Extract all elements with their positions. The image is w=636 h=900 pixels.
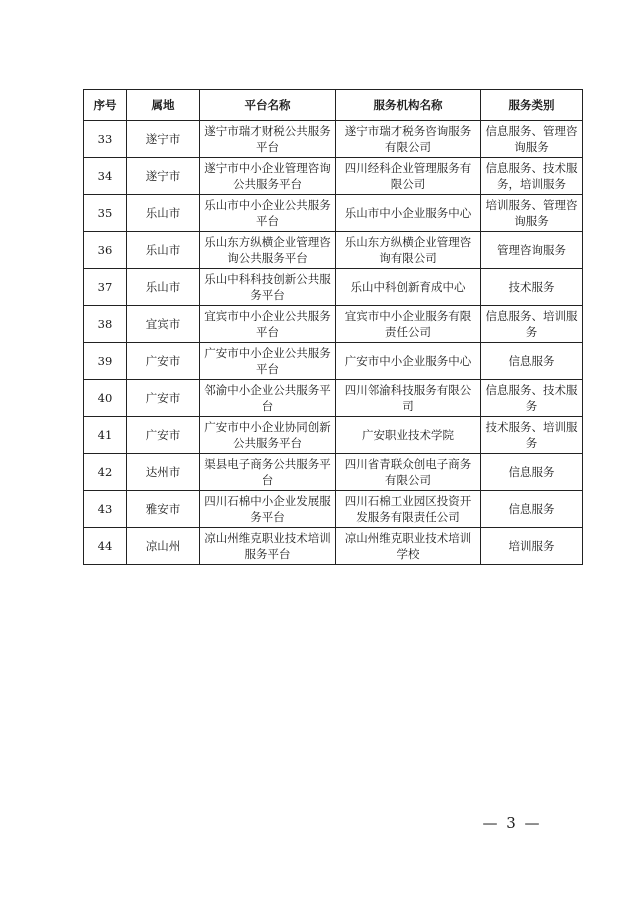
cell-location: 遂宁市 bbox=[127, 121, 200, 158]
header-org: 服务机构名称 bbox=[336, 90, 481, 121]
cell-no: 35 bbox=[84, 195, 127, 232]
header-location: 属地 bbox=[127, 90, 200, 121]
table-row bbox=[84, 380, 583, 417]
cell-no: 41 bbox=[84, 417, 127, 454]
cell-org: 乐山市中小企业服务中心 bbox=[336, 195, 481, 232]
cell-location: 广安市 bbox=[127, 343, 200, 380]
cell-category: 技术服务、培训服务 bbox=[481, 417, 583, 454]
table-row bbox=[84, 269, 583, 306]
header-no: 序号 bbox=[84, 90, 127, 121]
cell-no: 38 bbox=[84, 306, 127, 343]
cell-org: 四川石棉工业园区投资开发服务有限责任公司 bbox=[336, 491, 481, 528]
cell-platform: 遂宁市瑞才财税公共服务平台 bbox=[200, 121, 336, 158]
cell-org: 乐山中科创新育成中心 bbox=[336, 269, 481, 306]
cell-no: 33 bbox=[84, 121, 127, 158]
table-row bbox=[84, 232, 583, 269]
cell-platform: 乐山东方纵横企业管理咨询公共服务平台 bbox=[200, 232, 336, 269]
cell-location: 乐山市 bbox=[127, 269, 200, 306]
table-row bbox=[84, 158, 583, 195]
cell-org: 广安市中小企业服务中心 bbox=[336, 343, 481, 380]
cell-location: 雅安市 bbox=[127, 491, 200, 528]
cell-category: 技术服务 bbox=[481, 269, 583, 306]
cell-platform: 广安市中小企业协同创新公共服务平台 bbox=[200, 417, 336, 454]
table-row bbox=[84, 121, 583, 158]
cell-no: 36 bbox=[84, 232, 127, 269]
cell-platform: 乐山市中小企业公共服务平台 bbox=[200, 195, 336, 232]
table-row bbox=[84, 454, 583, 491]
cell-org: 宜宾市中小企业服务有限责任公司 bbox=[336, 306, 481, 343]
cell-location: 乐山市 bbox=[127, 195, 200, 232]
cell-platform: 乐山中科科技创新公共服务平台 bbox=[200, 269, 336, 306]
cell-location: 达州市 bbox=[127, 454, 200, 491]
cell-platform: 广安市中小企业公共服务平台 bbox=[200, 343, 336, 380]
cell-location: 遂宁市 bbox=[127, 158, 200, 195]
cell-location: 广安市 bbox=[127, 380, 200, 417]
platform-list-table bbox=[83, 89, 583, 565]
cell-location: 乐山市 bbox=[127, 232, 200, 269]
cell-org: 乐山东方纵横企业管理咨询有限公司 bbox=[336, 232, 481, 269]
cell-category: 信息服务 bbox=[481, 491, 583, 528]
cell-category: 培训服务 bbox=[481, 528, 583, 565]
table-row bbox=[84, 528, 583, 565]
cell-category: 培训服务、管理咨询服务 bbox=[481, 195, 583, 232]
table-row bbox=[84, 491, 583, 528]
cell-platform: 渠县电子商务公共服务平台 bbox=[200, 454, 336, 491]
table-row bbox=[84, 195, 583, 232]
cell-no: 43 bbox=[84, 491, 127, 528]
cell-platform: 凉山州维克职业技术培训服务平台 bbox=[200, 528, 336, 565]
cell-no: 34 bbox=[84, 158, 127, 195]
cell-category: 信息服务、技术服务，培训服务 bbox=[481, 158, 583, 195]
cell-platform: 宜宾市中小企业公共服务平台 bbox=[200, 306, 336, 343]
cell-location: 宜宾市 bbox=[127, 306, 200, 343]
cell-category: 信息服务、技术服务 bbox=[481, 380, 583, 417]
cell-no: 44 bbox=[84, 528, 127, 565]
cell-org: 四川省青联众创电子商务有限公司 bbox=[336, 454, 481, 491]
table-body bbox=[84, 121, 583, 565]
cell-category: 信息服务、管理咨询服务 bbox=[481, 121, 583, 158]
cell-org: 四川经科企业管理服务有限公司 bbox=[336, 158, 481, 195]
cell-no: 42 bbox=[84, 454, 127, 491]
cell-category: 信息服务 bbox=[481, 454, 583, 491]
cell-platform: 邻渝中小企业公共服务平台 bbox=[200, 380, 336, 417]
cell-org: 四川邻渝科技服务有限公司 bbox=[336, 380, 481, 417]
table-row bbox=[84, 306, 583, 343]
cell-category: 信息服务、培训服务 bbox=[481, 306, 583, 343]
cell-location: 凉山州 bbox=[127, 528, 200, 565]
cell-org: 遂宁市瑞才税务咨询服务有限公司 bbox=[336, 121, 481, 158]
table-row bbox=[84, 417, 583, 454]
cell-no: 39 bbox=[84, 343, 127, 380]
header-platform: 平台名称 bbox=[200, 90, 336, 121]
cell-no: 37 bbox=[84, 269, 127, 306]
cell-platform: 遂宁市中小企业管理咨询公共服务平台 bbox=[200, 158, 336, 195]
header-category: 服务类别 bbox=[481, 90, 583, 121]
cell-location: 广安市 bbox=[127, 417, 200, 454]
table-header-row bbox=[84, 90, 583, 121]
cell-no: 40 bbox=[84, 380, 127, 417]
cell-category: 管理咨询服务 bbox=[481, 232, 583, 269]
page-number: — 3 — bbox=[482, 814, 542, 832]
cell-platform: 四川石棉中小企业发展服务平台 bbox=[200, 491, 336, 528]
table-row bbox=[84, 343, 583, 380]
cell-category: 信息服务 bbox=[481, 343, 583, 380]
cell-org: 凉山州维克职业技术培训学校 bbox=[336, 528, 481, 565]
cell-org: 广安职业技术学院 bbox=[336, 417, 481, 454]
